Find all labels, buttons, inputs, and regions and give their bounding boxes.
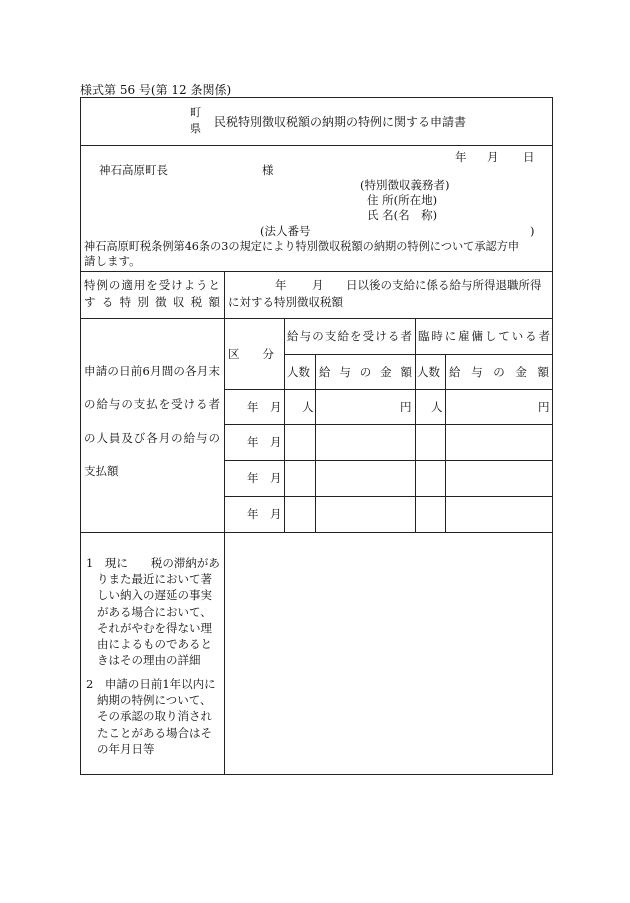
applicant-address: 住 所(所在地) <box>367 193 438 207</box>
row-month: 月 <box>270 507 282 521</box>
note-line: きはその理由の詳細 <box>97 653 201 668</box>
applicant-corp-close: ) <box>530 224 535 238</box>
title-machi: 町 <box>190 106 201 119</box>
pay-label-line: の給与の支払を受ける者 <box>84 397 220 411</box>
unit-yen: 円 <box>400 400 412 414</box>
note-line: がある場合において、 <box>97 604 212 619</box>
tax-label-line1: 特例の適用を受けようと <box>84 278 220 292</box>
row-year: 年 <box>247 400 259 414</box>
note-line: の年月日等 <box>97 741 155 756</box>
date-month: 月 <box>487 150 499 164</box>
row-year: 年 <box>247 507 259 521</box>
col-count2-header: 人数 <box>417 365 440 379</box>
note-line: 納期の特例について、 <box>97 693 212 708</box>
note-line: 1 現に 税の滞納があ <box>86 556 220 570</box>
applicant-name: 氏 名(名 称) <box>367 208 438 222</box>
note-line: 2 申請の日前1年以内に <box>86 677 216 691</box>
note-line: それがやむを得ない理 <box>97 620 212 635</box>
pay-label-line: の人員及び各月の給与の <box>84 431 220 445</box>
row-month: 月 <box>270 471 282 485</box>
tax-text-line1: 日以後の支給に係る給与所得退職所得 <box>346 278 542 292</box>
note-line: たことがある場合はそ <box>97 725 212 740</box>
tax-month: 月 <box>312 278 324 292</box>
pay-label-line: 支払額 <box>84 464 119 478</box>
note-line: その承認の取り消され <box>97 709 212 724</box>
applicant-corp-number: (法人番号 <box>260 224 311 238</box>
pay-label-line: 申請の日前6月間の各月末 <box>84 364 220 378</box>
date-year: 年 <box>455 150 467 164</box>
grid-line <box>224 460 553 461</box>
grid-line <box>415 318 416 532</box>
note-1 <box>86 555 220 668</box>
tax-text-line2: に対する特別徴収税額 <box>228 295 343 309</box>
col-count-header: 人数 <box>287 365 310 379</box>
grid-line <box>224 496 553 497</box>
group-regular-header: 給与の支給を受ける者 <box>287 329 412 343</box>
grid-line <box>224 389 553 390</box>
kubun-header: 区 分 <box>228 347 274 361</box>
row-month: 月 <box>270 400 282 414</box>
note-line: りまた最近において著 <box>97 572 212 587</box>
unit-yen: 円 <box>538 400 550 414</box>
group-temp-header: 臨時に雇傭している者 <box>418 329 550 343</box>
tax-label-line2: する特別徴収税額 <box>84 295 220 309</box>
unit-person: 人 <box>431 400 443 414</box>
grid-line <box>284 318 285 532</box>
divider <box>80 532 553 533</box>
form-number: 様式第 56 号(第 12 条関係) <box>80 83 232 97</box>
page-title: 民税特別徴収税額の納期の特例に関する申請書 <box>214 115 467 129</box>
divider <box>80 145 553 146</box>
divider <box>80 318 553 319</box>
tax-year: 年 <box>275 278 287 292</box>
addressee-name: 神石高原町長 <box>99 163 168 177</box>
grid-line <box>284 354 553 355</box>
unit-person: 人 <box>302 400 314 414</box>
statement-line1: 神石高原町税条例第46条の3の規定により特別徴収税額の納期の特例について承認方申 <box>84 240 520 253</box>
applicant-role: (特別徴収義務者) <box>360 178 450 192</box>
grid-line <box>224 424 553 425</box>
label-column-divider <box>224 271 225 775</box>
col-amount2-header: 給与の金額 <box>449 365 549 379</box>
row-year: 年 <box>247 435 259 449</box>
row-year: 年 <box>247 471 259 485</box>
row-month: 月 <box>270 435 282 449</box>
grid-line <box>445 354 446 532</box>
date-day: 日 <box>523 150 535 164</box>
note-line: 由によるものであると <box>97 637 212 652</box>
statement-line2: 請します。 <box>84 254 141 268</box>
divider <box>80 271 553 272</box>
addressee-sama: 様 <box>262 163 274 177</box>
title-ken: 県 <box>190 122 201 135</box>
col-amount-header: 給与の金額 <box>319 365 412 379</box>
grid-line <box>315 354 316 532</box>
note-line: しい納入の遅延の事実 <box>97 588 212 603</box>
note-2 <box>86 676 216 757</box>
